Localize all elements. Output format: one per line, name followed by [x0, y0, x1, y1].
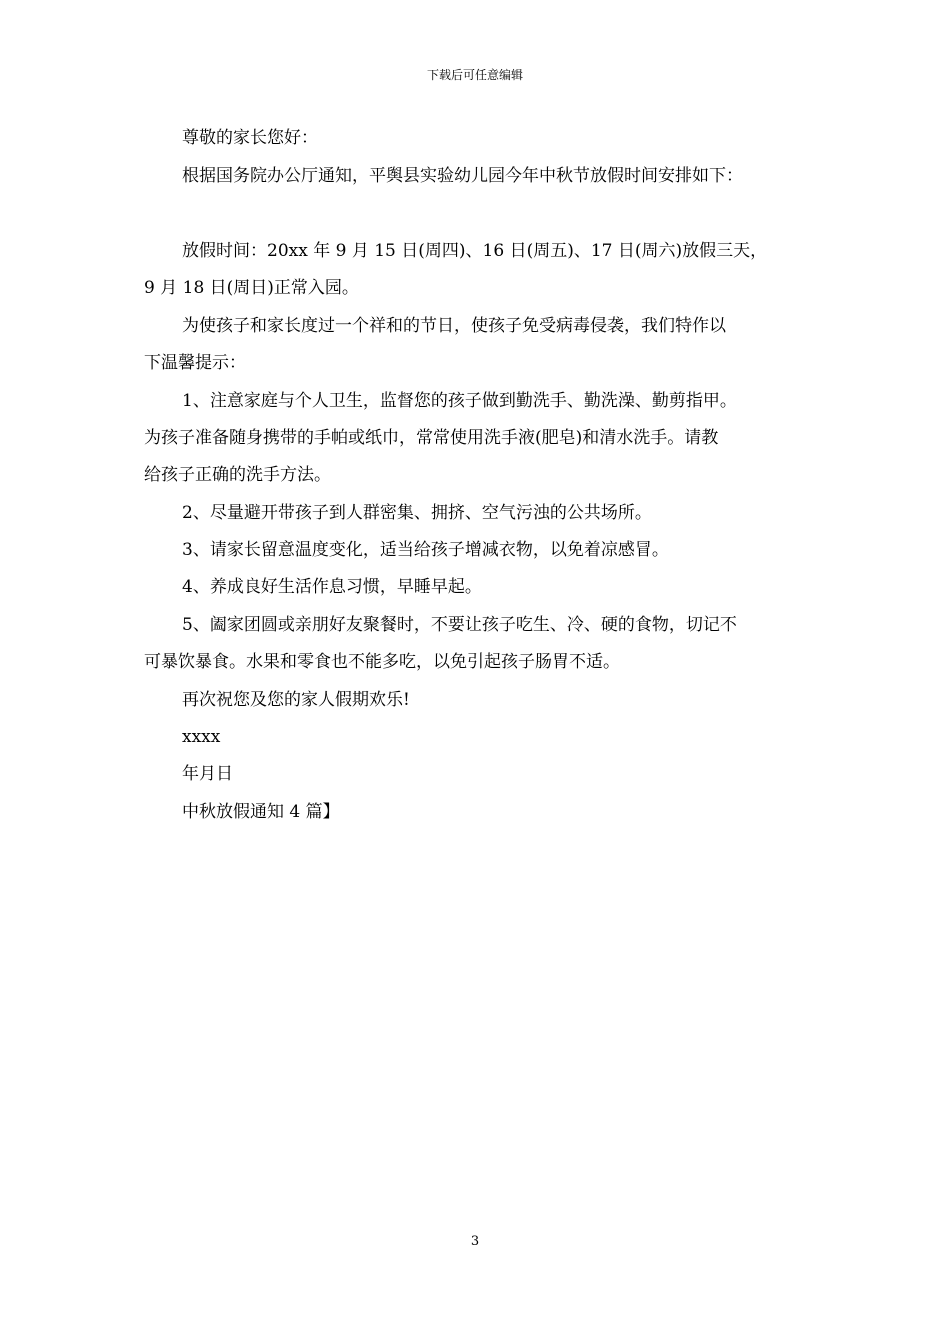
related-title: 中秋放假通知 4 篇】 — [182, 802, 340, 822]
tip-5-line-1: 5、阖家团圆或亲朋好友聚餐时，不要让孩子吃生、冷、硬的食物，切记不 — [182, 615, 737, 635]
tip-5-line-2: 可暴饮暴食。水果和零食也不能多吃，以免引起孩子肠胃不适。 — [144, 652, 620, 672]
intro-paragraph: 根据国务院办公厅通知，平舆县实验幼儿园今年中秋节放假时间安排如下： — [182, 166, 743, 186]
signature: xxxx — [182, 727, 221, 747]
tip-4: 4、养成良好生活作息习惯，早睡早起。 — [182, 577, 482, 597]
holiday-time-line-1: 放假时间：20xx 年 9 月 15 日(周四)、16 日(周五)、17 日(周六)放假三天， — [182, 241, 768, 261]
tip-2: 2、尽量避开带孩子到人群密集、拥挤、空气污浊的公共场所。 — [182, 503, 652, 523]
page-header: 下载后可任意编辑 — [426, 68, 523, 82]
holiday-time-line-2: 9 月 18 日(周日)正常入园。 — [144, 278, 359, 298]
tip-1-line-1: 1、注意家庭与个人卫生，监督您的孩子做到勤洗手、勤洗澡、勤剪指甲。 — [182, 391, 737, 411]
tip-3: 3、请家长留意温度变化，适当给孩子增减衣物，以免着凉感冒。 — [182, 540, 669, 560]
reminder-intro-line-1: 为使孩子和家长度过一个祥和的节日，使孩子免受病毒侵袭，我们特作以 — [182, 316, 726, 336]
tip-1-line-3: 给孩子正确的洗手方法。 — [144, 465, 331, 485]
greeting: 尊敬的家长您好： — [182, 128, 318, 148]
page-number: 3 — [470, 1234, 480, 1249]
reminder-intro-line-2: 下温馨提示： — [144, 353, 246, 373]
tip-1-line-2: 为孩子准备随身携带的手帕或纸巾，常常使用洗手液(肥皂)和清水洗手。请教 — [144, 428, 719, 448]
date-line: 年月日 — [182, 764, 233, 784]
closing-wish: 再次祝您及您的家人假期欢乐! — [182, 690, 410, 710]
